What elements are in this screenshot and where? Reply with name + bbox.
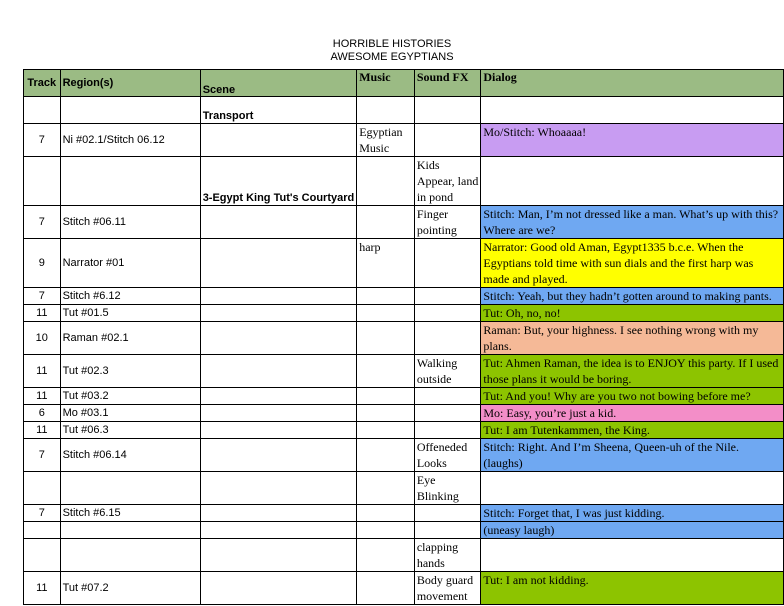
cell-dialog: Tut: Ahmen Raman, the idea is to ENJOY this party. If I used those plans it would be boring. (481, 355, 784, 388)
cell-scene (200, 124, 357, 157)
doc-title-line2: AWESOME EGYPTIANS (330, 51, 454, 63)
cell-sfx (414, 97, 481, 124)
cell-track: 11 (24, 305, 61, 322)
cell-music: harp (357, 239, 415, 288)
cell-region: Stitch #06.14 (60, 439, 200, 472)
cell-track: 11 (24, 388, 61, 405)
cell-scene (200, 539, 357, 572)
cell-sfx (414, 388, 481, 405)
cell-dialog: Tut: I am Tutenkammen, the King. (481, 422, 784, 439)
cell-music (357, 97, 415, 124)
cell-track (24, 539, 61, 572)
cue-sheet-table (23, 69, 784, 605)
cell-music (357, 322, 415, 355)
table-row (24, 305, 784, 322)
table-row (24, 288, 784, 305)
table-row (24, 572, 784, 605)
cell-dialog: Narrator: Good old Aman, Egypt1335 b.c.e. When the Egyptians told time with sun dials and the first harp was made and played. (481, 239, 784, 288)
cell-dialog: Stitch: Man, I’m not dressed like a man. What’s up with this? Where are we? (481, 206, 784, 239)
table-row (24, 439, 784, 472)
cell-scene (200, 239, 357, 288)
cell-sfx: Eye Blinking (414, 472, 481, 505)
table-row (24, 405, 784, 422)
cell-scene (200, 288, 357, 305)
cell-scene (200, 572, 357, 605)
cell-music (357, 355, 415, 388)
header-row (24, 70, 784, 97)
cell-track (24, 157, 61, 206)
cell-sfx (414, 124, 481, 157)
cell-music (357, 539, 415, 572)
cell-region: Tut #01.5 (60, 305, 200, 322)
table-row (24, 97, 784, 124)
table-row (24, 206, 784, 239)
cell-dialog: Mo/Stitch: Whoaaaa! (481, 124, 784, 157)
table-row (24, 472, 784, 505)
cell-region: Narrator #01 (60, 239, 200, 288)
cell-scene (200, 305, 357, 322)
cell-dialog (481, 472, 784, 505)
cell-region: Ni #02.1/Stitch 06.12 (60, 124, 200, 157)
cell-sfx: clapping hands (414, 539, 481, 572)
cell-sfx (414, 322, 481, 355)
cell-music (357, 439, 415, 472)
cell-region (60, 97, 200, 124)
cell-track: 7 (24, 124, 61, 157)
cell-dialog: Mo: Easy, you’re just a kid. (481, 405, 784, 422)
cell-dialog: Stitch: Right. And I’m Sheena, Queen-uh of the Nile. (laughs) (481, 439, 784, 472)
table-row (24, 157, 784, 206)
cell-music (357, 422, 415, 439)
table-row (24, 124, 784, 157)
table-row (24, 322, 784, 355)
cell-sfx: Body guard movement (414, 572, 481, 605)
cell-scene (200, 355, 357, 388)
cell-scene (200, 522, 357, 539)
header-sfx: Sound FX (414, 70, 481, 97)
cell-region (60, 522, 200, 539)
cell-scene (200, 472, 357, 505)
header-dialog: Dialog (481, 70, 784, 97)
cell-scene (200, 505, 357, 522)
cell-region: Stitch #06.11 (60, 206, 200, 239)
cell-sfx (414, 522, 481, 539)
cell-scene (200, 388, 357, 405)
cell-music (357, 472, 415, 505)
cell-sfx: Finger pointing (414, 206, 481, 239)
cell-music (357, 405, 415, 422)
cell-sfx: Offeneded Looks (414, 439, 481, 472)
table-row (24, 422, 784, 439)
cell-track: 7 (24, 439, 61, 472)
cell-scene (200, 322, 357, 355)
cell-track: 11 (24, 355, 61, 388)
header-music: Music (357, 70, 415, 97)
cell-music (357, 505, 415, 522)
cell-dialog: Tut: Oh, no, no! (481, 305, 784, 322)
cell-track: 7 (24, 505, 61, 522)
table-row (24, 539, 784, 572)
cell-region: Mo #03.1 (60, 405, 200, 422)
cell-scene: 3-Egypt King Tut's Courtyard (200, 157, 357, 206)
doc-title-line1: HORRIBLE HISTORIES (332, 38, 452, 50)
cell-dialog: Stitch: Yeah, but they hadn’t gotten around to making pants. (481, 288, 784, 305)
cell-music (357, 206, 415, 239)
cell-scene (200, 439, 357, 472)
cell-sfx: Kids Appear, land in pond (414, 157, 481, 206)
cell-region (60, 539, 200, 572)
cell-track (24, 97, 61, 124)
cell-dialog: Tut: I am not kidding. (481, 572, 784, 605)
table-row (24, 505, 784, 522)
cell-track: 6 (24, 405, 61, 422)
cell-region: Tut #03.2 (60, 388, 200, 405)
cell-track: 10 (24, 322, 61, 355)
cell-scene (200, 405, 357, 422)
cell-music (357, 305, 415, 322)
cell-track: 11 (24, 422, 61, 439)
cell-sfx: Walking outside (414, 355, 481, 388)
cell-region: Tut #07.2 (60, 572, 200, 605)
cell-music (357, 388, 415, 405)
cell-dialog: (uneasy laugh) (481, 522, 784, 539)
cell-music (357, 522, 415, 539)
cell-dialog (481, 539, 784, 572)
cell-region (60, 157, 200, 206)
cell-track: 9 (24, 239, 61, 288)
cell-scene (200, 206, 357, 239)
header-scene: Scene (200, 70, 357, 97)
cell-scene: Transport (200, 97, 357, 124)
cell-region: Stitch #6.12 (60, 288, 200, 305)
cell-dialog: Stitch: Forget that, I was just kidding. (481, 505, 784, 522)
cell-scene (200, 422, 357, 439)
cell-dialog: Tut: And you! Why are you two not bowing before me? (481, 388, 784, 405)
header-region: Region(s) (60, 70, 200, 97)
table-row (24, 388, 784, 405)
cell-sfx (414, 505, 481, 522)
cell-music (357, 288, 415, 305)
cell-track (24, 522, 61, 539)
cell-dialog: Raman: But, your highness. I see nothing wrong with my plans. (481, 322, 784, 355)
cell-sfx (414, 239, 481, 288)
table-row (24, 239, 784, 288)
cell-dialog (481, 157, 784, 206)
table-row (24, 522, 784, 539)
cell-track: 7 (24, 206, 61, 239)
cell-track: 11 (24, 572, 61, 605)
cell-region: Stitch #6.15 (60, 505, 200, 522)
header-track: Track (24, 70, 61, 97)
cell-music: Egyptian Music (357, 124, 415, 157)
cell-sfx (414, 422, 481, 439)
cell-track (24, 472, 61, 505)
cell-track: 7 (24, 288, 61, 305)
cell-dialog (481, 97, 784, 124)
cell-region: Raman #02.1 (60, 322, 200, 355)
cell-sfx (414, 405, 481, 422)
cell-region (60, 472, 200, 505)
cell-music (357, 572, 415, 605)
cell-region: Tut #06.3 (60, 422, 200, 439)
cell-sfx (414, 305, 481, 322)
cell-region: Tut #02.3 (60, 355, 200, 388)
cell-music (357, 157, 415, 206)
cell-sfx (414, 288, 481, 305)
table-row (24, 355, 784, 388)
